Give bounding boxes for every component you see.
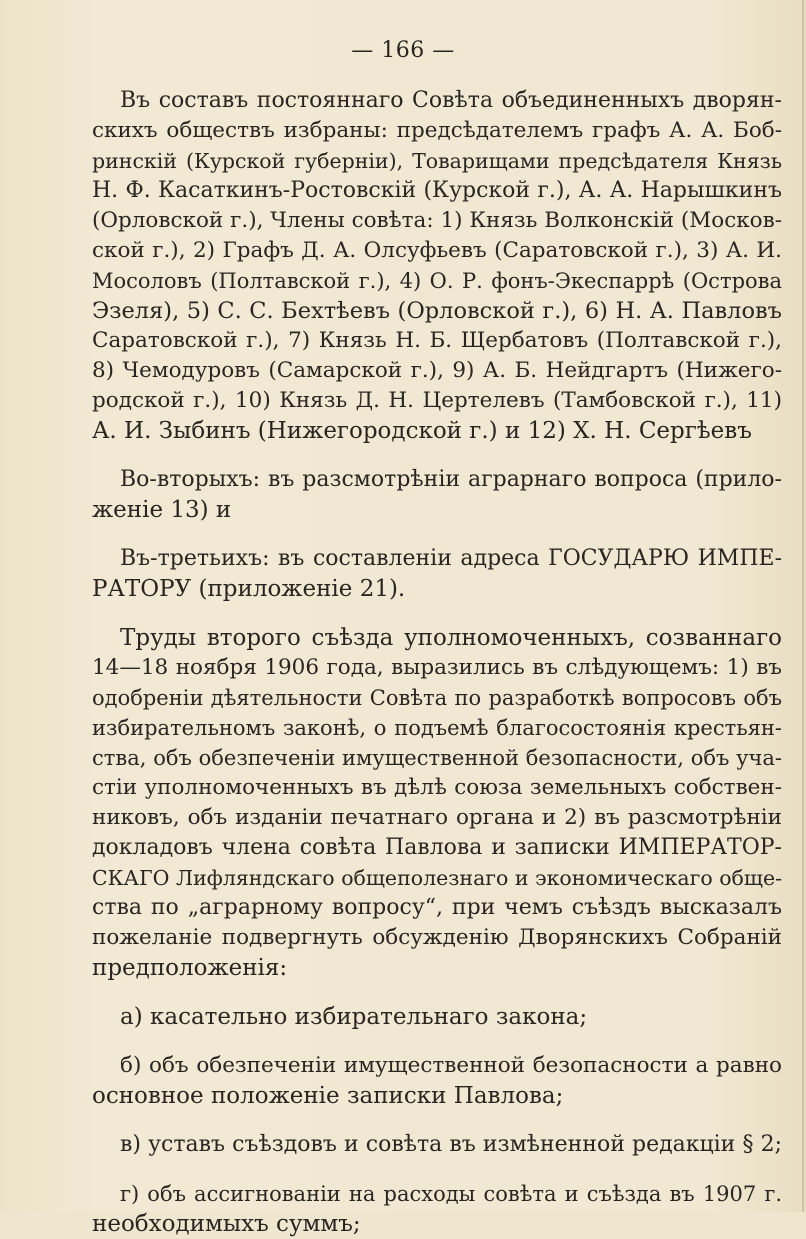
- text-line: родской г.), 10) Князь Д. Н. Цертелевъ (Тамбовской г.), 11): [92, 388, 782, 413]
- text-line: Мосоловъ (Полтавской г.), 4) О. Р. фонъ-Экеспаррѣ (Острова: [92, 269, 782, 293]
- text-line: Труды второго съѣзда уполномоченныхъ, созваннаго: [120, 625, 782, 651]
- page-edge: [802, 0, 804, 1212]
- text-line: Саратовской г.), 7) Князь Н. Б. Щербатовъ (Полтавской г.),: [92, 328, 782, 353]
- text-line: Во-вторыхъ: въ разсмотрѣніи аграрнаго вопроса (прило-: [120, 467, 782, 492]
- text-line: б) объ обезпеченіи имущественной безопасности а равно: [120, 1053, 782, 1078]
- page-text: [92, 86, 782, 1239]
- text-line: ства, объ обезпеченіи имущественной безопасности, объ уча-: [92, 746, 782, 770]
- text-line: предположенія:: [92, 955, 288, 981]
- text-line: докладовъ члена совѣта Павлова и записки ИМПЕРАТОР-: [92, 835, 782, 860]
- text-line: Въ составъ постояннаго Совѣта объединенныхъ дворян-: [120, 88, 782, 113]
- text-line: г) объ ассигнованіи на расходы совѣта и съѣзда въ 1907 г.: [120, 1182, 782, 1206]
- list-item: [92, 1002, 782, 1032]
- text-line: ства по „аграрному вопросу“, при чемъ съѣздъ высказалъ: [92, 895, 782, 920]
- text-line: Н. Ф. Касаткинъ-Ростовскій (Курской г.), А. А. Нарышкинъ: [92, 178, 782, 203]
- text-line: СКАГО Лифляндскаго общеполезнаго и экономическаго обще-: [92, 866, 782, 890]
- paragraph: [92, 465, 782, 525]
- text-line: в) уставъ съѣздовъ и совѣта въ измѣненной редакціи § 2;: [120, 1132, 782, 1157]
- text-line: никовъ, объ изданіи печатнаго органа и 2) въ разсмотрѣніи: [92, 805, 782, 830]
- text-line: ринскій (Курской губерніи), Товарищами предсѣдателя Князь: [92, 149, 782, 173]
- text-line: (Орловской г.), Члены совѣта: 1) Князь Волконскій (Москов-: [92, 208, 782, 233]
- text-line: основное положеніе записки Павлова;: [92, 1083, 564, 1109]
- list-item: [92, 1051, 782, 1111]
- text-line: а) касательно избирательнаго закона;: [120, 1004, 588, 1030]
- text-line: ской г.), 2) Графъ Д. А. Олсуфьевъ (Саратовской г.), 3) А. И.: [92, 238, 782, 263]
- text-line: стіи уполномоченныхъ въ дѣлѣ союза земельныхъ собствен-: [92, 775, 782, 800]
- text-line: пожеланіе подвергнуть обсужденію Дворянскихъ Собраній: [92, 925, 782, 950]
- text-line: 8) Чемодуровъ (Самарской г.), 9) А. Б. Нейдгартъ (Нижего-: [92, 358, 782, 383]
- paragraph: [92, 623, 782, 983]
- paragraph: [92, 86, 782, 446]
- text-line: 14—18 ноября 1906 года, выразились въ слѣдующемъ: 1) въ: [92, 655, 782, 680]
- text-line: одобреніи дѣятельности Совѣта по разработкѣ вопросовъ объ: [92, 686, 782, 710]
- text-line: А. И. Зыбинъ (Нижегородской г.) и 12) Х. Н. Сергѣевъ: [92, 418, 752, 444]
- text-line: избирательномъ законѣ, о подъемѣ благосостоянія крестьян-: [92, 716, 782, 740]
- text-line: РАТОРУ (приложеніе 21).: [92, 576, 406, 602]
- text-line: Въ-третьихъ: въ составленіи адреса ГОСУДАРЮ ИМПЕ-: [120, 546, 782, 571]
- list-item: [92, 1179, 782, 1239]
- paragraph: [92, 544, 782, 604]
- list-item: [92, 1130, 782, 1160]
- text-line: необходимыхъ суммъ;: [92, 1211, 361, 1237]
- text-line: женіе 13) и: [92, 497, 232, 523]
- text-line: скихъ обществъ избраны: предсѣдателемъ графъ А. А. Боб-: [92, 118, 782, 143]
- page-number: — 166 —: [351, 38, 455, 63]
- text-line: Эзеля), 5) С. С. Бехтѣевъ (Орловской г.), 6) Н. А. Павловъ: [92, 298, 782, 324]
